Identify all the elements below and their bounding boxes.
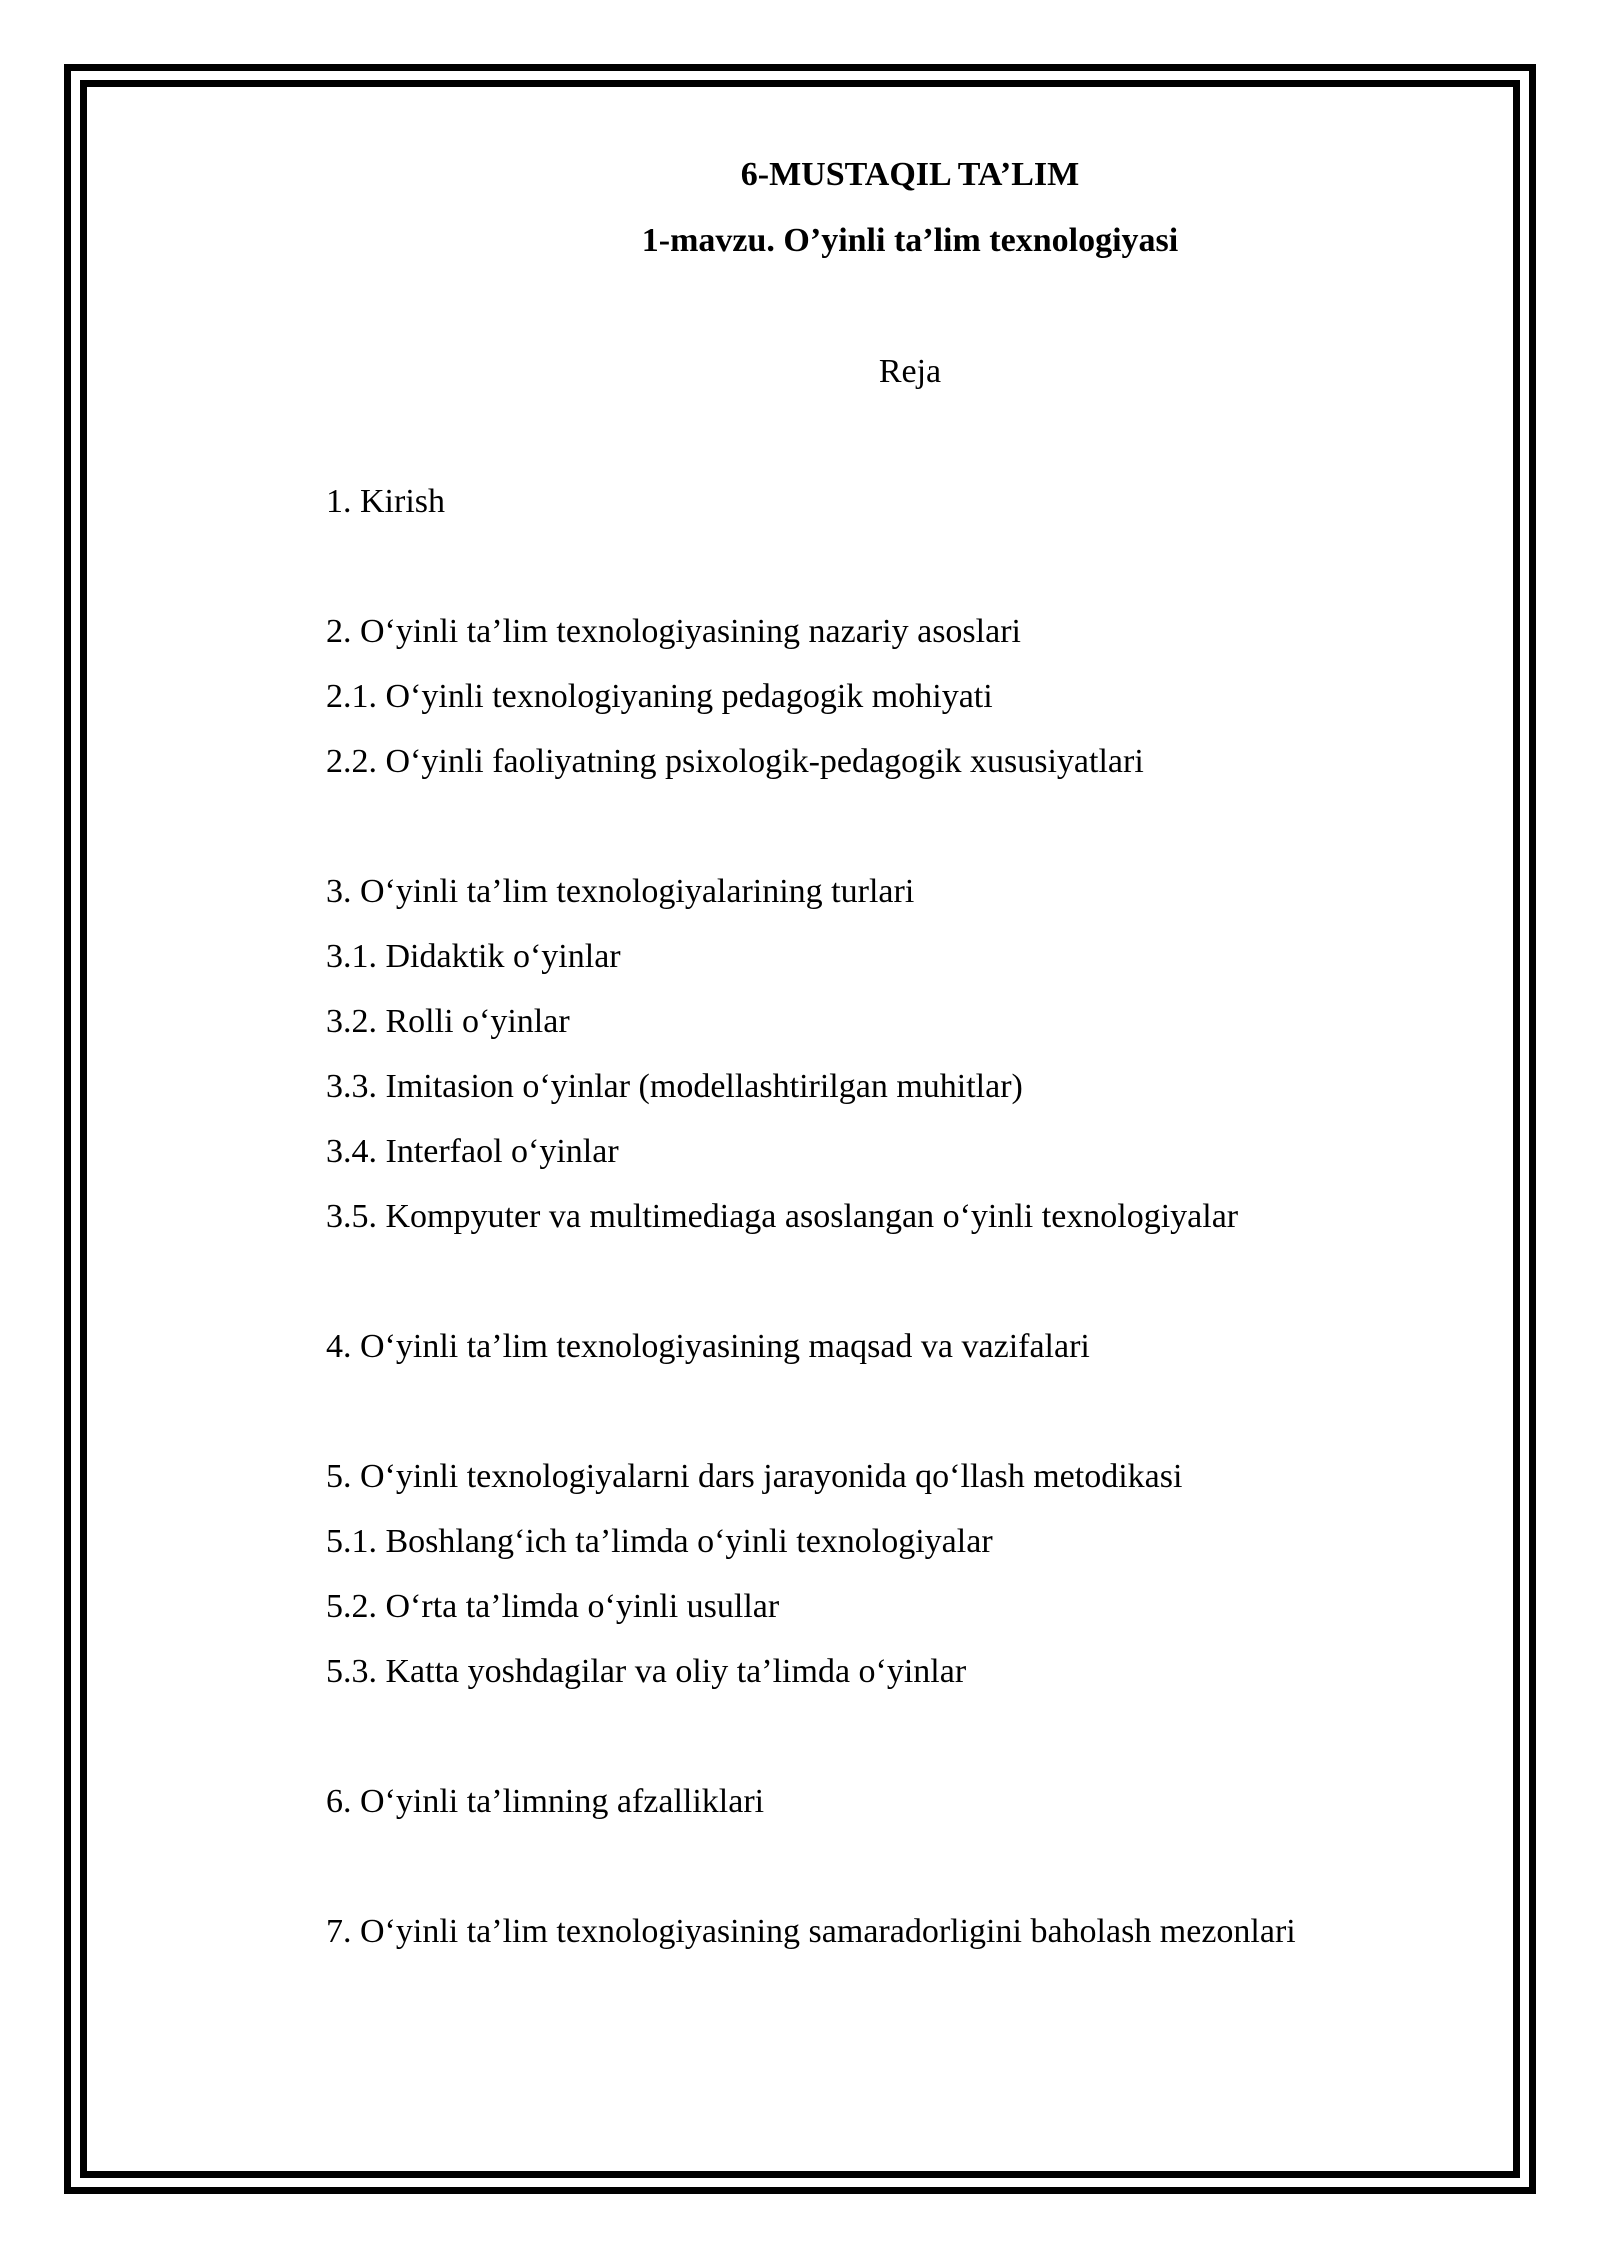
plan-item: 3.1. Didaktik o‘yinlar — [326, 938, 621, 975]
plan-item: 3.5. Kompyuter va multimediaga asoslangan o‘yinli texnologiyalar — [326, 1198, 1239, 1235]
plan-item: 2.1. O‘yinli texnologiyaning pedagogik mohiyati — [326, 678, 993, 715]
document-subtitle: 1-mavzu. O’yinli ta’lim texnologiyasi — [641, 222, 1179, 259]
plan-item: 7. O‘yinli ta’lim texnologiyasining samaradorligini baholash mezonlari — [326, 1913, 1296, 1950]
plan-item: 2. O‘yinli ta’lim texnologiyasining nazariy asoslari — [326, 613, 1021, 650]
plan-item: 3.2. Rolli o‘yinlar — [326, 1003, 570, 1040]
document-title: 6-MUSTAQIL TA’LIM — [740, 156, 1080, 193]
plan-item: 3. O‘yinli ta’lim texnologiyalarining turlari — [326, 873, 915, 910]
plan-heading: Reja — [878, 353, 942, 390]
plan-item: 5.3. Katta yoshdagilar va oliy ta’limda o‘yinlar — [326, 1653, 967, 1690]
plan-item: 5. O‘yinli texnologiyalarni dars jarayonida qo‘llash metodikasi — [326, 1458, 1183, 1495]
plan-item: 1. Kirish — [326, 483, 445, 520]
plan-item: 2.2. O‘yinli faoliyatning psixologik-pedagogik xususiyatlari — [326, 743, 1144, 780]
plan-item: 6. O‘yinli ta’limning afzalliklari — [326, 1783, 765, 1820]
plan-item: 3.3. Imitasion o‘yinlar (modellashtirilgan muhitlar) — [326, 1068, 1023, 1105]
plan-item: 3.4. Interfaol o‘yinlar — [326, 1133, 619, 1170]
plan-item: 4. O‘yinli ta’lim texnologiyasining maqsad va vazifalari — [326, 1328, 1090, 1365]
plan-item: 5.1. Boshlang‘ich ta’limda o‘yinli texnologiyalar — [326, 1523, 993, 1560]
plan-item: 5.2. O‘rta ta’limda o‘yinli usullar — [326, 1588, 780, 1625]
